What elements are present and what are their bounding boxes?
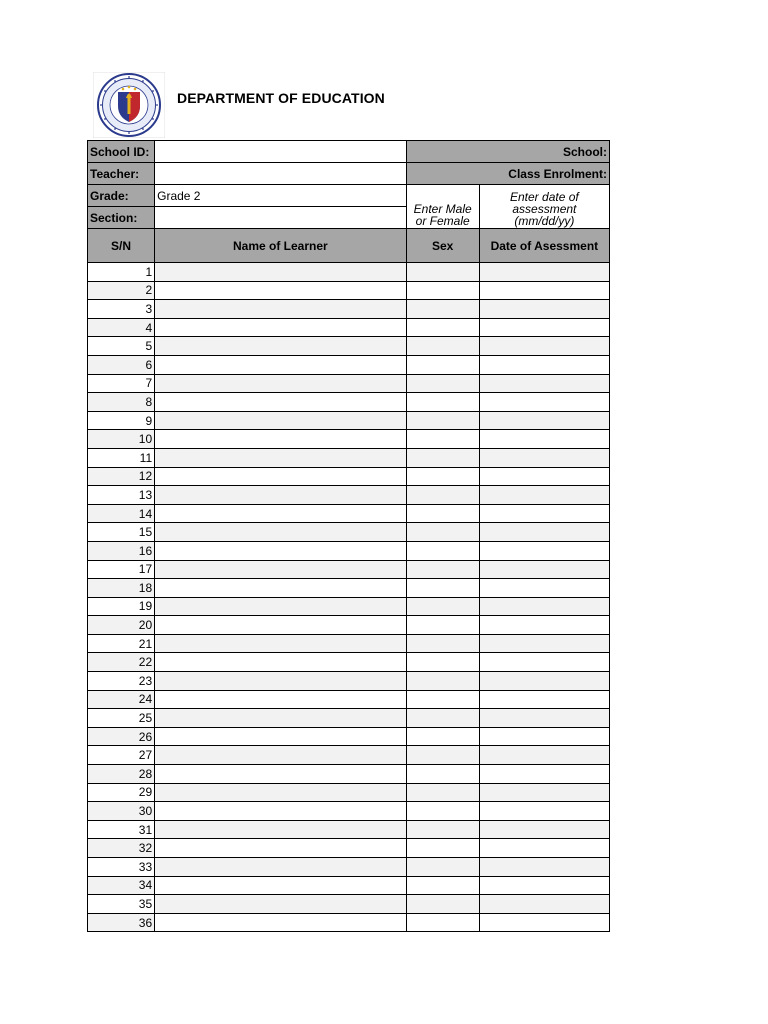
row-number: 16 xyxy=(88,541,155,560)
assessment-form-table xyxy=(87,140,610,932)
assessment-date-cell[interactable] xyxy=(479,597,609,616)
row-number: 2 xyxy=(88,281,155,300)
table-row xyxy=(88,913,610,932)
row-number: 27 xyxy=(88,746,155,765)
sex-cell[interactable] xyxy=(406,876,479,895)
table-row xyxy=(88,746,610,765)
sex-cell[interactable] xyxy=(406,765,479,784)
learner-name-cell[interactable] xyxy=(155,318,406,337)
learner-name-cell[interactable] xyxy=(155,523,406,542)
learner-name-cell[interactable] xyxy=(155,727,406,746)
learner-name-cell[interactable] xyxy=(155,337,406,356)
assessment-date-cell[interactable] xyxy=(479,727,609,746)
class-enrolment-label: Class Enrolment: xyxy=(406,163,609,185)
sex-cell[interactable] xyxy=(406,411,479,430)
learner-name-cell[interactable] xyxy=(155,430,406,449)
table-row xyxy=(88,597,610,616)
row-number: 23 xyxy=(88,672,155,691)
assessment-date-cell[interactable] xyxy=(479,318,609,337)
grade-label: Grade: xyxy=(88,185,155,207)
table-row xyxy=(88,634,610,653)
learner-name-cell[interactable] xyxy=(155,281,406,300)
sex-instruction: Enter Male or Female xyxy=(406,185,479,229)
sex-cell[interactable] xyxy=(406,913,479,932)
learner-name-cell[interactable] xyxy=(155,653,406,672)
row-number: 35 xyxy=(88,895,155,914)
assessment-date-cell[interactable] xyxy=(479,858,609,877)
teacher-field[interactable] xyxy=(155,163,406,185)
row-number: 20 xyxy=(88,616,155,635)
school-id-label: School ID: xyxy=(88,141,155,163)
table-row xyxy=(88,374,610,393)
learner-name-cell[interactable] xyxy=(155,839,406,858)
table-row xyxy=(88,802,610,821)
table-row xyxy=(88,318,610,337)
table-row xyxy=(88,541,610,560)
learner-name-cell[interactable] xyxy=(155,746,406,765)
learner-name-cell[interactable] xyxy=(155,858,406,877)
section-label: Section: xyxy=(88,207,155,229)
table-row xyxy=(88,858,610,877)
sex-cell[interactable] xyxy=(406,672,479,691)
sex-cell[interactable] xyxy=(406,430,479,449)
learner-name-cell[interactable] xyxy=(155,690,406,709)
table-row xyxy=(88,393,610,412)
learner-name-cell[interactable] xyxy=(155,300,406,319)
learner-name-cell[interactable] xyxy=(155,672,406,691)
learner-name-cell[interactable] xyxy=(155,616,406,635)
assessment-date-cell[interactable] xyxy=(479,355,609,374)
table-row xyxy=(88,355,610,374)
learner-name-cell[interactable] xyxy=(155,802,406,821)
table-row xyxy=(88,300,610,319)
row-number: 1 xyxy=(88,263,155,282)
assessment-date-cell[interactable] xyxy=(479,765,609,784)
row-number: 17 xyxy=(88,560,155,579)
table-row xyxy=(88,783,610,802)
sex-cell[interactable] xyxy=(406,634,479,653)
table-row xyxy=(88,709,610,728)
assessment-date-cell[interactable] xyxy=(479,895,609,914)
sex-cell[interactable] xyxy=(406,783,479,802)
assessment-date-cell[interactable] xyxy=(479,486,609,505)
table-row xyxy=(88,616,610,635)
assessment-date-cell[interactable] xyxy=(479,504,609,523)
sex-cell[interactable] xyxy=(406,281,479,300)
teacher-label: Teacher: xyxy=(88,163,155,185)
learner-name-cell[interactable] xyxy=(155,876,406,895)
table-row xyxy=(88,263,610,282)
learner-name-cell[interactable] xyxy=(155,411,406,430)
learner-name-cell[interactable] xyxy=(155,541,406,560)
row-number: 5 xyxy=(88,337,155,356)
sex-cell[interactable] xyxy=(406,579,479,598)
sex-cell[interactable] xyxy=(406,802,479,821)
row-number: 29 xyxy=(88,783,155,802)
learner-name-cell[interactable] xyxy=(155,765,406,784)
learner-name-cell[interactable] xyxy=(155,393,406,412)
assessment-date-cell[interactable] xyxy=(479,783,609,802)
assessment-date-cell[interactable] xyxy=(479,523,609,542)
sex-cell[interactable] xyxy=(406,337,479,356)
assessment-date-cell[interactable] xyxy=(479,876,609,895)
learner-name-cell[interactable] xyxy=(155,374,406,393)
assessment-date-cell[interactable] xyxy=(479,839,609,858)
sex-cell[interactable] xyxy=(406,727,479,746)
grade-field[interactable]: Grade 2 xyxy=(155,185,406,207)
sex-cell[interactable] xyxy=(406,486,479,505)
learner-name-cell[interactable] xyxy=(155,486,406,505)
sex-cell[interactable] xyxy=(406,393,479,412)
row-number: 26 xyxy=(88,727,155,746)
learner-name-cell[interactable] xyxy=(155,597,406,616)
row-number: 22 xyxy=(88,653,155,672)
assessment-date-cell[interactable] xyxy=(479,541,609,560)
sex-cell[interactable] xyxy=(406,858,479,877)
assessment-date-cell[interactable] xyxy=(479,467,609,486)
row-number: 9 xyxy=(88,411,155,430)
sex-cell[interactable] xyxy=(406,467,479,486)
row-number: 12 xyxy=(88,467,155,486)
row-number: 28 xyxy=(88,765,155,784)
learner-name-cell[interactable] xyxy=(155,634,406,653)
row-number: 10 xyxy=(88,430,155,449)
row-number: 32 xyxy=(88,839,155,858)
assessment-date-cell[interactable] xyxy=(479,672,609,691)
assessment-date-cell[interactable] xyxy=(479,337,609,356)
row-number: 24 xyxy=(88,690,155,709)
sex-cell[interactable] xyxy=(406,318,479,337)
sex-cell[interactable] xyxy=(406,448,479,467)
table-row xyxy=(88,579,610,598)
table-row xyxy=(88,486,610,505)
row-number: 21 xyxy=(88,634,155,653)
assessment-date-cell[interactable] xyxy=(479,746,609,765)
assessment-date-cell[interactable] xyxy=(479,430,609,449)
table-row xyxy=(88,523,610,542)
sex-cell[interactable] xyxy=(406,616,479,635)
school-label: School: xyxy=(406,141,609,163)
table-row xyxy=(88,653,610,672)
row-number: 13 xyxy=(88,486,155,505)
page-title: DEPARTMENT OF EDUCATION xyxy=(177,90,385,106)
column-header-sex: Sex xyxy=(406,229,479,263)
learner-name-cell[interactable] xyxy=(155,560,406,579)
row-number: 4 xyxy=(88,318,155,337)
sex-cell[interactable] xyxy=(406,746,479,765)
assessment-date-cell[interactable] xyxy=(479,374,609,393)
section-field[interactable] xyxy=(155,207,406,229)
assessment-date-cell[interactable] xyxy=(479,263,609,282)
column-header-sn: S/N xyxy=(88,229,155,263)
table-row xyxy=(88,448,610,467)
column-header-date: Date of Asessment xyxy=(479,229,609,263)
assessment-date-cell[interactable] xyxy=(479,393,609,412)
row-number: 31 xyxy=(88,820,155,839)
sex-cell[interactable] xyxy=(406,263,479,282)
deped-seal-logo xyxy=(93,72,165,138)
table-row xyxy=(88,765,610,784)
sex-cell[interactable] xyxy=(406,839,479,858)
learner-name-cell[interactable] xyxy=(155,709,406,728)
learner-name-cell[interactable] xyxy=(155,579,406,598)
assessment-date-cell[interactable] xyxy=(479,653,609,672)
learner-name-cell[interactable] xyxy=(155,913,406,932)
table-row xyxy=(88,672,610,691)
school-id-field[interactable] xyxy=(155,141,406,163)
assessment-date-cell[interactable] xyxy=(479,616,609,635)
row-number: 15 xyxy=(88,523,155,542)
sex-cell[interactable] xyxy=(406,374,479,393)
row-number: 14 xyxy=(88,504,155,523)
learner-name-cell[interactable] xyxy=(155,504,406,523)
row-number: 30 xyxy=(88,802,155,821)
row-number: 33 xyxy=(88,858,155,877)
row-number: 18 xyxy=(88,579,155,598)
sex-cell[interactable] xyxy=(406,820,479,839)
learner-name-cell[interactable] xyxy=(155,820,406,839)
table-row xyxy=(88,337,610,356)
learner-name-cell[interactable] xyxy=(155,895,406,914)
assessment-date-cell[interactable] xyxy=(479,579,609,598)
table-row xyxy=(88,820,610,839)
sex-cell[interactable] xyxy=(406,597,479,616)
sex-cell[interactable] xyxy=(406,523,479,542)
learner-name-cell[interactable] xyxy=(155,448,406,467)
row-number: 25 xyxy=(88,709,155,728)
row-number: 6 xyxy=(88,355,155,374)
assessment-date-cell[interactable] xyxy=(479,802,609,821)
assessment-date-cell[interactable] xyxy=(479,709,609,728)
assessment-date-cell[interactable] xyxy=(479,913,609,932)
learner-name-cell[interactable] xyxy=(155,263,406,282)
learner-name-cell[interactable] xyxy=(155,467,406,486)
assessment-date-cell[interactable] xyxy=(479,448,609,467)
row-number: 19 xyxy=(88,597,155,616)
assessment-date-cell[interactable] xyxy=(479,560,609,579)
learner-name-cell[interactable] xyxy=(155,783,406,802)
row-number: 3 xyxy=(88,300,155,319)
assessment-date-cell[interactable] xyxy=(479,300,609,319)
table-row xyxy=(88,430,610,449)
column-header-name: Name of Learner xyxy=(155,229,406,263)
sex-cell[interactable] xyxy=(406,300,479,319)
assessment-date-cell[interactable] xyxy=(479,411,609,430)
row-number: 34 xyxy=(88,876,155,895)
sex-cell[interactable] xyxy=(406,709,479,728)
table-row xyxy=(88,839,610,858)
table-row xyxy=(88,504,610,523)
assessment-date-cell[interactable] xyxy=(479,281,609,300)
sex-cell[interactable] xyxy=(406,504,479,523)
assessment-date-cell[interactable] xyxy=(479,820,609,839)
table-row xyxy=(88,411,610,430)
table-row xyxy=(88,895,610,914)
assessment-date-cell[interactable] xyxy=(479,634,609,653)
row-number: 36 xyxy=(88,913,155,932)
table-row xyxy=(88,560,610,579)
sex-cell[interactable] xyxy=(406,895,479,914)
table-row xyxy=(88,876,610,895)
learner-name-cell[interactable] xyxy=(155,355,406,374)
row-number: 7 xyxy=(88,374,155,393)
table-row xyxy=(88,690,610,709)
table-row xyxy=(88,727,610,746)
row-number: 11 xyxy=(88,448,155,467)
sex-cell[interactable] xyxy=(406,560,479,579)
table-row xyxy=(88,281,610,300)
sex-cell[interactable] xyxy=(406,653,479,672)
table-row xyxy=(88,467,610,486)
sex-cell[interactable] xyxy=(406,355,479,374)
date-instruction: Enter date of assessment (mm/dd/yy) xyxy=(479,185,609,229)
sex-cell[interactable] xyxy=(406,690,479,709)
assessment-date-cell[interactable] xyxy=(479,690,609,709)
sex-cell[interactable] xyxy=(406,541,479,560)
row-number: 8 xyxy=(88,393,155,412)
